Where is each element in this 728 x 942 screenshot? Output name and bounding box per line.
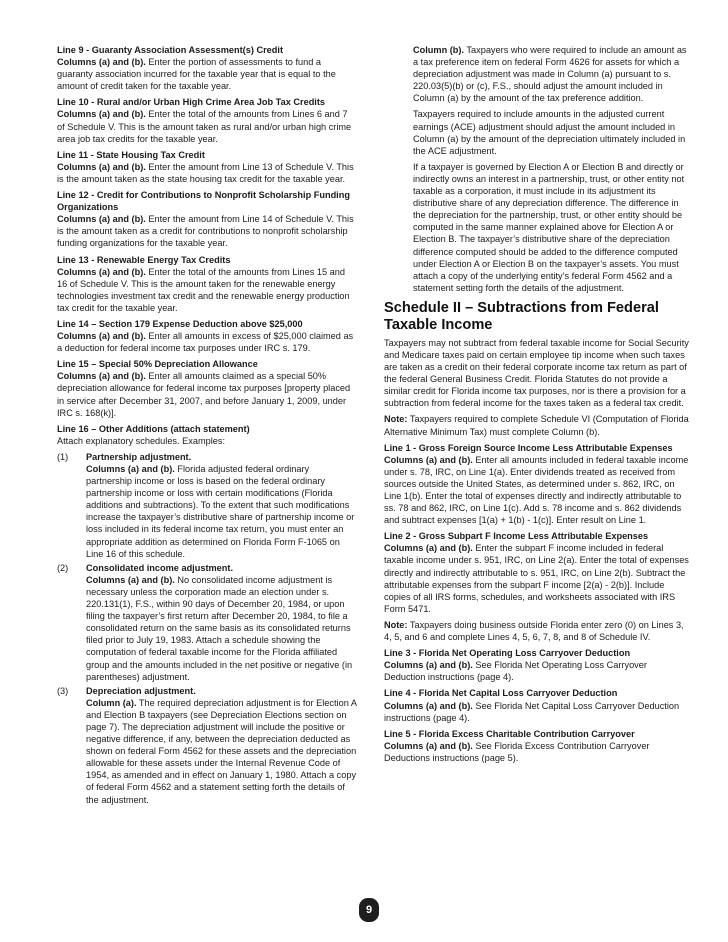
item-label: Columns (a) and (b).	[86, 464, 175, 474]
schedule-ii-line-4	[384, 687, 690, 723]
item-number: (3)	[57, 685, 69, 696]
left-column	[57, 44, 357, 810]
line-13-heading: Line 13 - Renewable Energy Tax Credits	[57, 254, 231, 265]
line-11-text: Enter the amount from Line 13 of Schedule V. This is the amount taken as the state housing tax credit for the taxable year.	[57, 161, 354, 184]
line-14-section	[57, 318, 357, 354]
line-5-label: Columns (a) and (b).	[384, 740, 473, 751]
schedule-title: Schedule II – Subtractions from Federal Taxable Income	[384, 299, 659, 333]
line-3-text: See Florida Net Operating Loss Carryover Deduction instructions (page 4).	[384, 660, 647, 683]
line-11-heading: Line 11 - State Housing Tax Credit	[57, 149, 205, 160]
page-number: 9	[359, 898, 379, 922]
list-item	[57, 685, 357, 806]
line-9-section	[57, 44, 357, 92]
note-text: Taxpayers required to complete Schedule VI (Computation of Florida Alternative Minimum Tax) must complete Column (b).	[384, 414, 689, 437]
line-10-label: Columns (a) and (b).	[57, 109, 146, 120]
line-16-intro: Attach explanatory schedules. Examples:	[57, 435, 226, 446]
line-14-text: Enter all amounts in excess of $25,000 claimed as a deduction for federal income tax purposes under IRC s. 179.	[57, 331, 354, 354]
line-14-label: Columns (a) and (b).	[57, 331, 146, 342]
line-2-label: Columns (a) and (b).	[384, 543, 473, 554]
schedule-ii-line-2	[384, 530, 690, 615]
line-4-label: Columns (a) and (b).	[384, 700, 473, 711]
schedule-ii-line-3	[384, 647, 690, 683]
item-label: Columns (a) and (b).	[86, 574, 175, 585]
partnership-paragraph: If a taxpayer is governed by Election A or Election B and directly or indirectly owns an interest in a partnership, trust, or other entity not taxable as a corporation, it must include in its adjustment its distributive share of any depreciation difference. The difference in the depreciation for the partnership, trust, or other entity should be computed in the same manner explained above for Election A or Election B. The taxpayer’s distributive share of the depreciation difference computed should be added to the difference computed under Election A or Election B on the taxpayer’s assets. You must attach a copy of the underlying entity’s federal Form 4562 and a statement setting forth the details of the adjustment.	[413, 161, 685, 293]
line-13-label: Columns (a) and (b).	[57, 266, 146, 277]
line-3-heading: Line 3 - Florida Net Operating Loss Carryover Deduction	[384, 648, 631, 659]
line-9-text: Enter the portion of assessments to fund a guaranty association incurred for the taxable year that is equal to the amount of credit taken for the taxable year.	[57, 57, 336, 92]
line-13-section	[57, 254, 357, 314]
schedule-intro: Taxpayers may not subtract from federal taxable income for Social Security and Medicare taxes paid on certain employee tip income when such taxes are taken as a credit on their federal corporate income tax return as part of the federal General Business Credit. Florida Statutes do not provide a similar credit for Florida income tax purposes, nor is there a provision for a subtraction from federal income for the taxes taken as a federal tax credit.	[384, 337, 689, 409]
line-14-heading: Line 14 – Section 179 Expense Deduction above $25,000	[57, 318, 303, 329]
list-item	[57, 451, 357, 560]
note-schedule-vi	[384, 413, 690, 437]
line-10-heading: Line 10 - Rural and/or Urban High Crime Area Job Tax Credits	[57, 97, 326, 108]
note-label: Note:	[384, 414, 408, 425]
line-2-text: Enter the subpart F income included in federal taxable income under s. 951, IRC, on Line 2(a). Enter the total of expenses directly and indirectly attributable to s. 951, IRC, on Line 2(b). Subtract the attributable expenses from the subpart F income [2(a) - 2(b)]. Include copies of all IRS forms, schedules, and worksheets associated with IRS Form 5471.	[384, 543, 689, 614]
line-10-text: Enter the total of the amounts from Lines 6 and 7 of Schedule V. This is the amount taken as rural and/or urban high crime area job tax credits for the taxable year.	[57, 109, 352, 144]
column-b-label: Column (b).	[413, 45, 465, 55]
line-10-section	[57, 96, 357, 144]
line-15-label: Columns (a) and (b).	[57, 371, 146, 382]
schedule-ii-line-5	[384, 728, 690, 764]
column-b-text: Taxpayers who were required to include an amount as a tax preference item on federal Form 4626 for assets for which a depreciation adjustment was made in Column (a) pursuant to s. 220.03(5)(b) or (c), F.S., should adjust the amount included in Column (a) by the amount of the tax preference addition.	[413, 45, 687, 104]
line-1-heading: Line 1 - Gross Foreign Source Income Less Attributable Expenses	[384, 442, 673, 453]
line-12-heading: Line 12 - Credit for Contributions to Nonprofit Scholarship Funding Organizations	[57, 190, 350, 213]
note-text: Taxpayers doing business outside Florida enter zero (0) on Lines 3, 4, 5, and 6 and complete Lines 4, 5, 6, 7, 8, and 8 of Schedule IV.	[384, 619, 684, 643]
line-4-text: See Florida Net Capital Loss Carryover Deduction instructions (page 4).	[384, 700, 680, 723]
line-11-label: Columns (a) and (b).	[57, 161, 146, 172]
schedule-ii-line-1	[384, 442, 690, 527]
line-12-text: Enter the amount from Line 14 of Schedule V. This is the amount taken as a credit for contributions to nonprofit scholarship funding organizations for the taxable year.	[57, 214, 354, 249]
right-column	[384, 44, 690, 768]
line-2-heading: Line 2 - Gross Subpart F Income Less Attributable Expenses	[384, 531, 649, 542]
line-3-label: Columns (a) and (b).	[384, 660, 473, 671]
note-outside-florida	[384, 619, 690, 643]
line-15-section	[57, 358, 357, 418]
ace-paragraph: Taxpayers required to include amounts in the adjusted current earnings (ACE) adjustment should adjust the amount included in Column (a) by the amount of the depreciation ultimately included in the ACE adjustment.	[413, 109, 686, 156]
item-number: (1)	[57, 451, 69, 462]
line-15-text: Enter all amounts claimed as a special 50% depreciation allowance for federal income tax purposes [property placed in service after December 31, 2007, and before January 1, 2009, under IRC s. 168(k)].	[57, 371, 351, 418]
item-title: Consolidated income adjustment.	[86, 562, 234, 573]
line-9-heading: Line 9 - Guaranty Association Assessment(s) Credit	[57, 45, 284, 55]
line-4-heading: Line 4 - Florida Net Capital Loss Carryover Deduction	[384, 688, 618, 699]
line-16-section	[57, 423, 357, 806]
item-text: No consolidated income adjustment is necessary unless the corporation made an election under s. 220.131(1), F.S., within 90 days of December 20, 1984, or upon filing the taxpayer’s first return after December 20, 1984, to file a consolidated return on the same basis as its consolidated returns filed prior to July 19, 1983. Attach a schedule showing the computation of federal taxable income for the Florida affiliated group and the amounts included in the net positive or negative (in parentheses) adjustment.	[86, 574, 353, 682]
item-number: (2)	[57, 562, 69, 573]
line-11-section	[57, 149, 357, 185]
line-15-heading: Line 15 – Special 50% Depreciation Allowance	[57, 359, 258, 370]
item-label: Column (a).	[86, 697, 137, 708]
note-label: Note:	[384, 619, 408, 630]
line-13-text: Enter the total of the amounts from Lines 15 and 16 of Schedule V. This is the amount taken for the renewable energy technologies investment tax credit and the renewable energy production tax credit for the taxable year.	[57, 266, 350, 313]
line-5-text: See Florida Excess Contribution Carryover Deductions instructions (page 5).	[384, 740, 650, 763]
line-1-text: Enter all amounts included in federal taxable income under s. 78, IRC, on Line 1(a). Enter dividends treated as received from sources outside the United States, as determined under s. 862, IRC, on Line 1(b). Enter the total of expenses directly and indirectly attributable to ss. 78 and 862, IRC, on Line 1(c). Add s. 78 income and s. 862 dividends and subtract expenses [1(a) + 1(b) - 1(c)]. Enter result on Line 1.	[384, 454, 689, 526]
depreciation-continued	[384, 44, 690, 294]
line-16-heading: Line 16 – Other Additions (attach statement)	[57, 423, 250, 434]
line-5-heading: Line 5 - Florida Excess Charitable Contribution Carryover	[384, 728, 635, 739]
line-1-label: Columns (a) and (b).	[384, 454, 473, 465]
list-item	[57, 562, 357, 683]
item-title: Depreciation adjustment.	[86, 685, 196, 696]
item-text: Florida adjusted federal ordinary partnership income or loss is based on the federal ordinary partnership income or loss with certain modifications (Florida additions and subtractions). To the extent that such modifications increase the taxpayer’s distributive share of partnership income or loss included in its federal income tax return, you must enter an appropriate addition as determined on Florida Form F-1065 on Line 16 of this schedule.	[86, 464, 355, 559]
item-text: The required depreciation adjustment is for Election A and Election B taxpayers (see Depreciation Elections section on page 7). The depreciation adjustment will include the positive or negative difference, if any, between the depreciation deducted as shown on federal Form 4562 for these assets and the depreciation allowable for these assets under the Internal Revenue Code of 1954, as amended and in effect on January 1, 1980. Attach a copy of federal Form 4562 and a statement setting forth the details of the adjustment.	[86, 697, 357, 805]
line-12-section	[57, 189, 357, 249]
line-9-label: Columns (a) and (b).	[57, 57, 146, 68]
line-12-label: Columns (a) and (b).	[57, 214, 146, 225]
item-title: Partnership adjustment.	[86, 451, 192, 462]
